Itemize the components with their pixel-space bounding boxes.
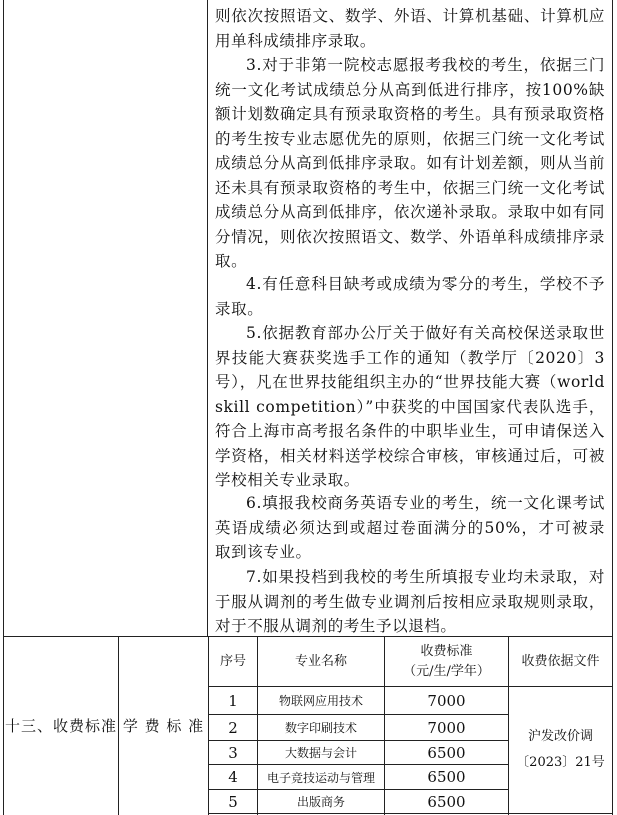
header-seq: 序号: [219, 653, 246, 669]
sub-label: 学 费 标 准: [122, 717, 205, 735]
header-major: 专业名称: [294, 653, 347, 669]
section-label: 十三、收费标准: [4, 717, 117, 735]
rule-p6: 6.填报我校商务英语专业的考生，统一文化课考试英语成绩必须达到或超过卷面满分的50%，才可被录取到该专业。: [215, 494, 605, 561]
table-row-1-fee: 7000: [427, 691, 466, 710]
fee-basis-line2: 〔2023〕21号: [516, 755, 605, 770]
header-basis: 收费依据文件: [521, 653, 600, 669]
table-row-3-fee: 6500: [427, 743, 466, 762]
table-row-2-seq: 2: [228, 718, 238, 737]
table-row-4-seq: 4: [228, 768, 238, 786]
table-border-bottom: [208, 813, 613, 814]
fee-basis-document: [509, 687, 612, 813]
table-row-3-major: 大数据与会计: [284, 746, 357, 760]
table-row-5-fee: 6500: [427, 792, 466, 811]
upper-column-divider: [207, 0, 208, 636]
table-row-5-major: 出版商务: [296, 795, 345, 809]
rule-p1-continuation: 则依次按照语文、数学、外语、计算机基础、计算机应用单科成绩排序录取。: [215, 7, 605, 50]
table-row-1-major: 物联网应用技术: [278, 694, 363, 708]
header-fee: [385, 637, 508, 686]
table-row-1-seq: 1: [228, 691, 238, 710]
table-row-4-major: 电子竞技运动与管理: [266, 770, 375, 785]
header-fee-line1: 收费标准: [420, 643, 473, 659]
header-fee-line2: （元/生/学年）: [403, 663, 490, 679]
rule-p3: 3.对于非第一院校志愿报考我校的考生，依据三门统一文化考试成绩总分从高到低进行排序，按100%缺额计划数确定具有预录取资格的考生。具有预录取资格的考生按专业志愿优先的原则，依据三门统一文化考试成绩总分从高到低排序录取。如有计划差额，则从当前还未具有预录取资格的考生中，依据三门统一文化考试成绩总分从高到低排序，依次递补录取。录取中如有同分情况，则依次按照语文、数学、外语单科成绩排序录取。: [215, 56, 605, 270]
rule-p5: 5.依据教育部办公厅关于做好有关高校保送录取世界技能大赛获奖选手工作的通知（教学厅〔2020〕3号），凡在世界技能组织主办的“世界技能大赛（world skill competition）”中获奖的中国国家代表队选手，符合上海市高考报名条件的中职毕业生，可申请保送入学资格，相关材料送学校综合审核，审核通过后，可被学校相关专业录取。: [215, 324, 605, 489]
table-row-4-fee: 6500: [427, 768, 466, 786]
table-row-2-major: 数字印刷技术: [284, 721, 357, 735]
table-row-3-seq: 3: [228, 743, 238, 762]
table-border-right: [612, 0, 613, 815]
rule-p4: 4.有任意科目缺考或成绩为零分的考生，学校不予录取。: [215, 275, 605, 318]
rule-p7: 7.如果投档到我校的考生所填报专业均未录取，对于服从调剂的考生做专业调剂后按相应录取规则录取，对于不服从调剂的考生予以退档。: [215, 568, 605, 635]
table-row-5-seq: 5: [228, 792, 238, 811]
fee-basis-line1: 沪发改价调: [527, 729, 593, 744]
table-row-2-fee: 7000: [427, 718, 466, 737]
